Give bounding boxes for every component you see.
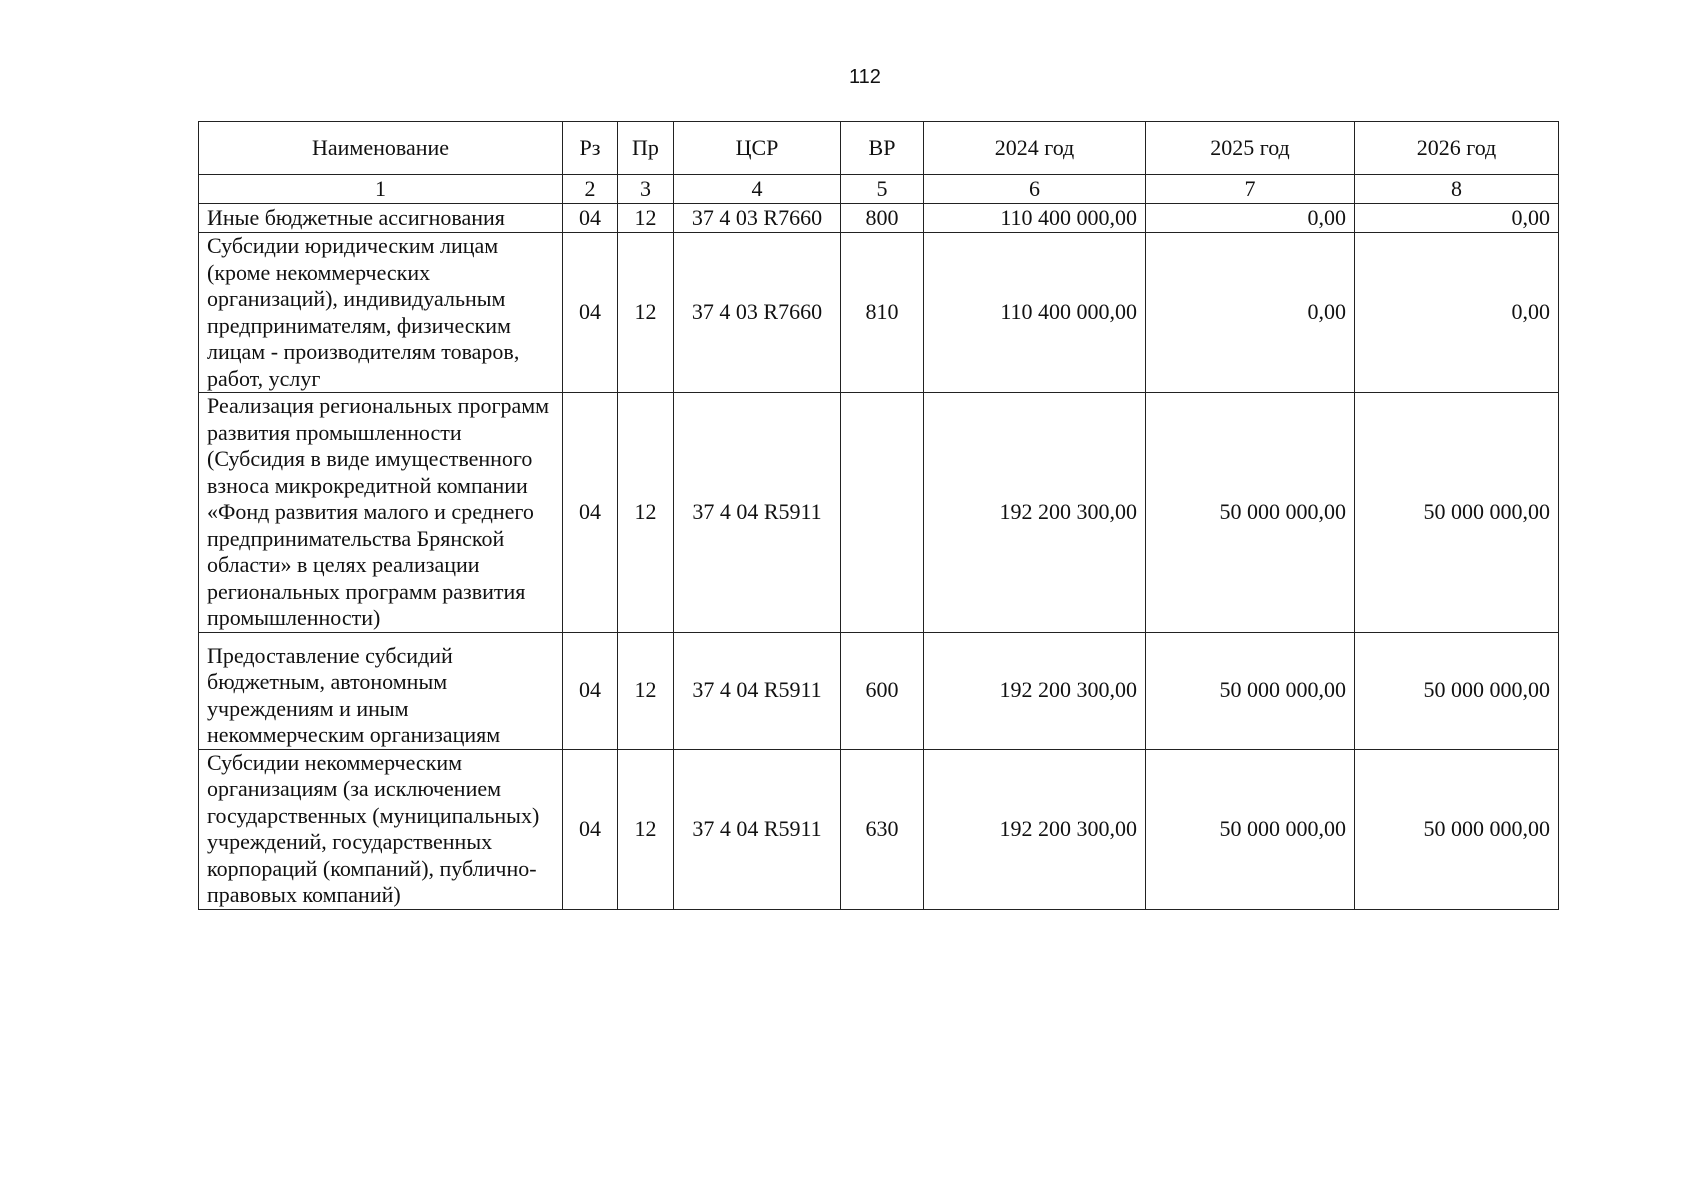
- row-csr: 37 4 03 R7660: [674, 233, 841, 393]
- row-vr: 800: [841, 204, 924, 233]
- row-pr: 12: [618, 632, 674, 749]
- column-number: 4: [674, 175, 841, 204]
- page-number: 112: [849, 66, 881, 88]
- row-pr: 12: [618, 204, 674, 233]
- column-number: 1: [199, 175, 563, 204]
- row-2024: 110 400 000,00: [924, 233, 1146, 393]
- row-vr: 630: [841, 749, 924, 909]
- column-number: 8: [1355, 175, 1559, 204]
- column-number: 2: [563, 175, 618, 204]
- table-row: [199, 749, 1559, 909]
- column-number: 5: [841, 175, 924, 204]
- row-name: Субсидии некоммерческим организациям (за исключением государственных (муниципальных) учреждений, государственных корпораций (компаний), публично-правовых компаний): [199, 749, 563, 909]
- header-vr: ВР: [841, 122, 924, 175]
- row-2026: 0,00: [1355, 233, 1559, 393]
- column-number: 6: [924, 175, 1146, 204]
- header-pr: Пр: [618, 122, 674, 175]
- row-vr: 810: [841, 233, 924, 393]
- row-2024: 192 200 300,00: [924, 632, 1146, 749]
- row-rz: 04: [563, 204, 618, 233]
- column-number: 3: [618, 175, 674, 204]
- column-number-row: [199, 175, 1559, 204]
- row-rz: 04: [563, 632, 618, 749]
- row-2025: 50 000 000,00: [1146, 393, 1355, 633]
- table-row: [199, 233, 1559, 393]
- row-2026: 50 000 000,00: [1355, 749, 1559, 909]
- header-rz: Рз: [563, 122, 618, 175]
- row-2026: 50 000 000,00: [1355, 632, 1559, 749]
- table-row: [199, 632, 1559, 749]
- header-name: Наименование: [199, 122, 563, 175]
- row-name: Субсидии юридическим лицам (кроме некоммерческих организаций), индивидуальным предпринимателям, физическим лицам - производителям товаров, работ, услуг: [199, 233, 563, 393]
- row-2025: 50 000 000,00: [1146, 749, 1355, 909]
- row-csr: 37 4 04 R5911: [674, 632, 841, 749]
- row-2024: 192 200 300,00: [924, 393, 1146, 633]
- header-row: [199, 122, 1559, 175]
- row-pr: 12: [618, 393, 674, 633]
- budget-table: [198, 121, 1559, 910]
- row-vr: 600: [841, 632, 924, 749]
- row-name: Предоставление субсидий бюджетным, автономным учреждениям и иным некоммерческим организациям: [199, 632, 563, 749]
- row-2026: 0,00: [1355, 204, 1559, 233]
- header-csr: ЦСР: [674, 122, 841, 175]
- header-2026: 2026 год: [1355, 122, 1559, 175]
- header-2024: 2024 год: [924, 122, 1146, 175]
- row-pr: 12: [618, 233, 674, 393]
- row-2024: 110 400 000,00: [924, 204, 1146, 233]
- row-rz: 04: [563, 393, 618, 633]
- row-csr: 37 4 04 R5911: [674, 749, 841, 909]
- row-2025: 0,00: [1146, 204, 1355, 233]
- row-csr: 37 4 03 R7660: [674, 204, 841, 233]
- table-row: [199, 393, 1559, 633]
- row-2025: 50 000 000,00: [1146, 632, 1355, 749]
- row-2026: 50 000 000,00: [1355, 393, 1559, 633]
- row-name: Реализация региональных программ развития промышленности (Субсидия в виде имущественного взноса микрокредитной компании «Фонд развития малого и среднего предпринимательства Брянской области» в целях реализации региональных программ развития промышленности): [199, 393, 563, 633]
- column-number: 7: [1146, 175, 1355, 204]
- header-2025: 2025 год: [1146, 122, 1355, 175]
- row-2024: 192 200 300,00: [924, 749, 1146, 909]
- row-csr: 37 4 04 R5911: [674, 393, 841, 633]
- row-name: Иные бюджетные ассигнования: [199, 204, 563, 233]
- row-rz: 04: [563, 233, 618, 393]
- row-pr: 12: [618, 749, 674, 909]
- table-row: [199, 204, 1559, 233]
- row-rz: 04: [563, 749, 618, 909]
- row-2025: 0,00: [1146, 233, 1355, 393]
- row-vr: [841, 393, 924, 633]
